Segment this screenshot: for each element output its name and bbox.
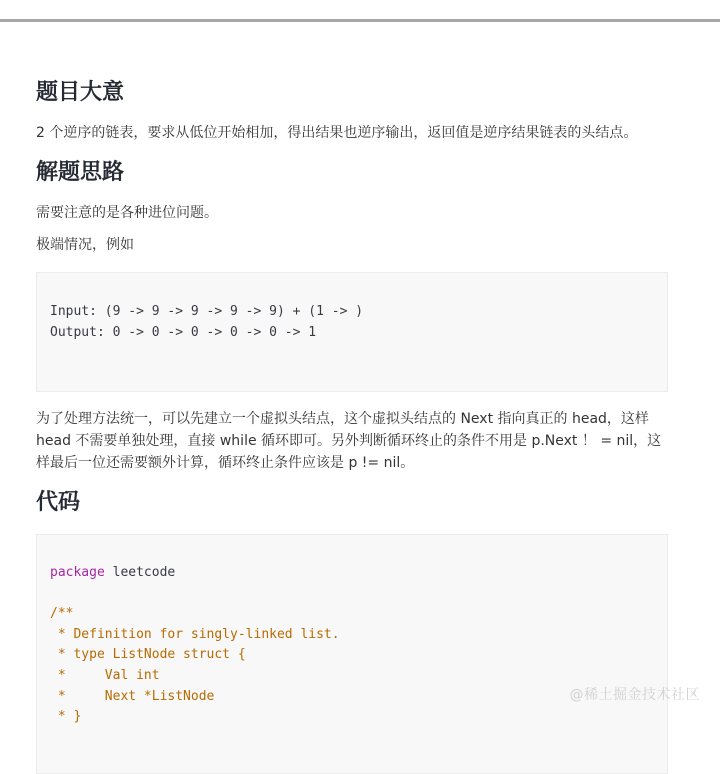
code-comment-line: * type ListNode struct { xyxy=(50,647,246,663)
example-code-block[interactable] xyxy=(36,272,668,392)
problem-description: 2 个逆序的链表，要求从低位开始相加，得出结果也逆序输出，返回值是逆序结果链表的头结点。 xyxy=(36,125,638,141)
section-heading-approach: 解题思路 xyxy=(36,160,125,185)
example-input-line: Input: (9 -> 9 -> 9 -> 9 -> 9) + (1 -> ) xyxy=(50,304,364,319)
code-line-blank xyxy=(50,584,654,605)
top-border-bar xyxy=(0,0,720,22)
code-comment-line: * Next *ListNode xyxy=(50,688,215,704)
code-comment-line: * } xyxy=(50,709,82,725)
code-comment-line: /** xyxy=(50,606,74,622)
code-comment-line: * Definition for singly-linked list. xyxy=(50,626,340,642)
approach-note: 需要注意的是各种进位问题。 xyxy=(36,205,218,221)
code-comment-line: * Val int xyxy=(50,667,160,683)
section-heading-code: 代码 xyxy=(36,490,81,515)
package-name: leetcode xyxy=(104,565,176,580)
section-heading-problem: 题目大意 xyxy=(36,80,125,105)
code-line-package xyxy=(50,563,654,584)
example-output-line: Output: 0 -> 0 -> 0 -> 0 -> 0 -> 1 xyxy=(50,324,317,340)
solution-code-block[interactable] xyxy=(36,534,668,774)
edge-case-intro: 极端情况，例如 xyxy=(36,237,134,253)
watermark-label: @稀土掘金技术社区 xyxy=(569,687,700,703)
package-keyword: package xyxy=(50,565,105,580)
approach-explanation: 为了处理方法统一，可以先建立一个虚拟头结点，这个虚拟头结点的 Next 指向真正的 head，这样 head 不需要单独处理，直接 while 循环即可。另外判断循环终止的条件不用是 p.Next ！ = nil，这样最后一位还需要额外计算，循环终止条件应该是 p != nil。 xyxy=(36,411,662,471)
